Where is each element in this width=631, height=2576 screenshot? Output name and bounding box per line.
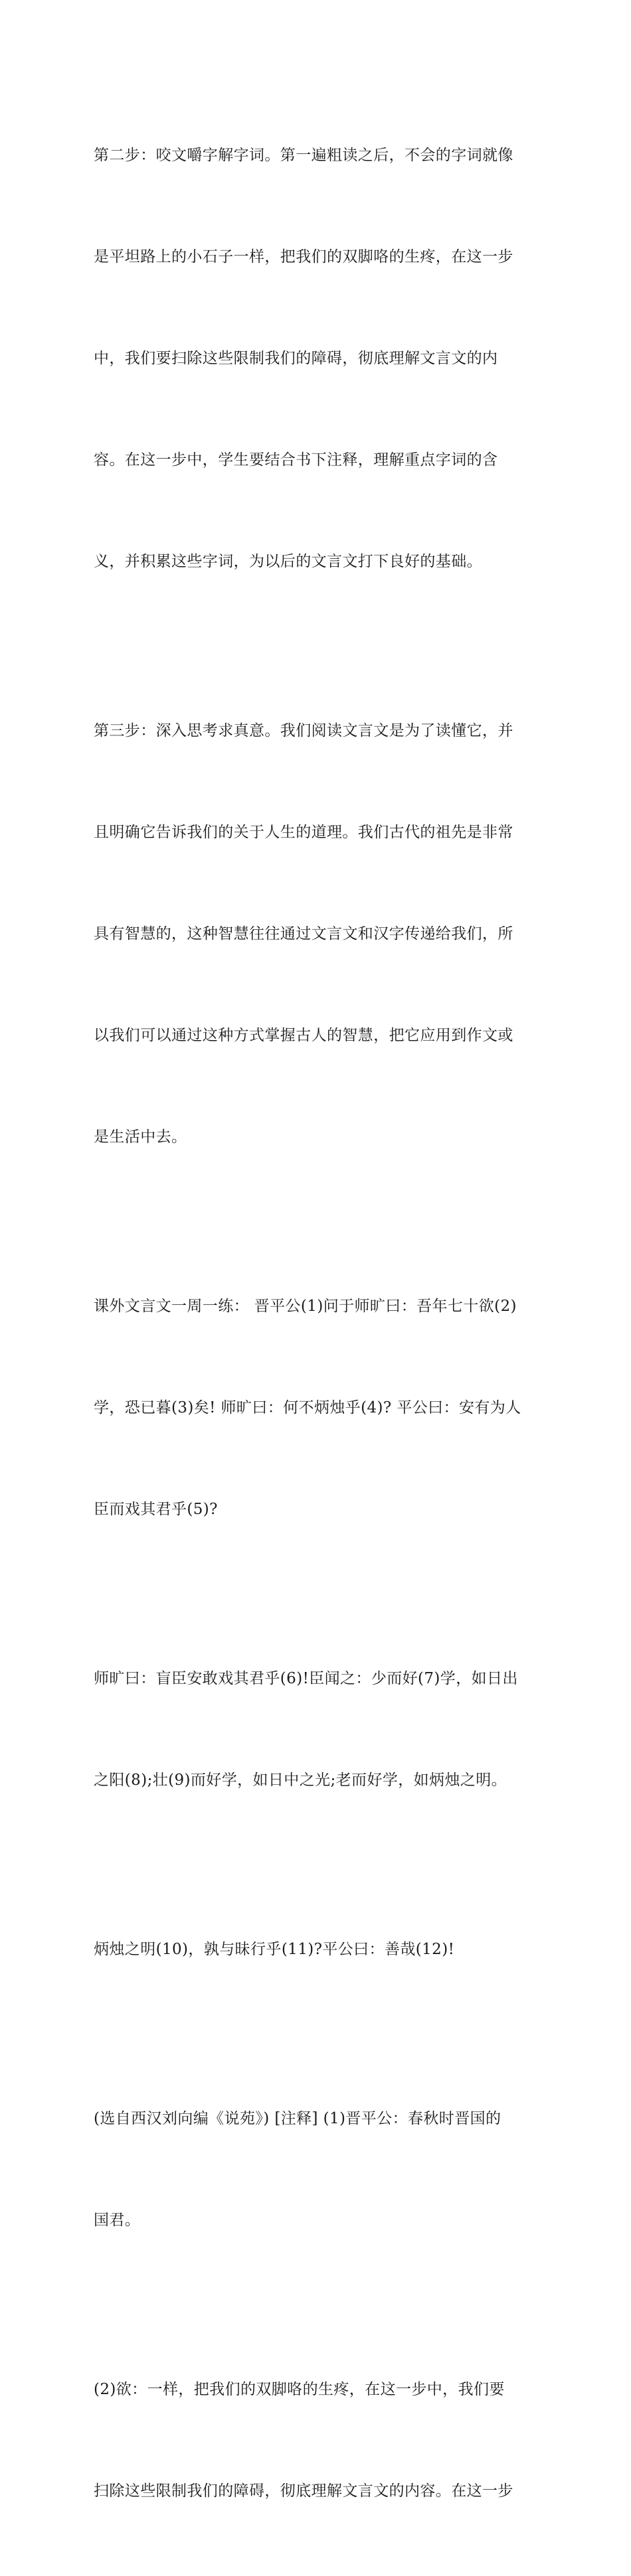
text-line: 以我们可以通过这种方式掌握古人的智慧，把它应用到作文或 xyxy=(94,1027,513,1044)
text-line: 课外文言文一周一练： 晋平公(1)问于师旷曰：吾年七十欲(2) xyxy=(94,1298,517,1315)
text-line: 臣而戏其君乎(5)? xyxy=(94,1501,218,1518)
text-line: 具有智慧的，这种智慧往往通过文言文和汉字传递给我们，所 xyxy=(94,925,513,943)
text-line: 第三步：深入思考求真意。我们阅读文言文是为了读懂它，并 xyxy=(94,722,513,739)
text-line: 之阳(8);壮(9)而好学，如日中之光;老而好学，如炳烛之明。 xyxy=(94,1772,507,1789)
text-line: 学，恐已暮(3)矣! 师旷曰：何不炳烛乎(4)? 平公曰：安有为人 xyxy=(94,1399,521,1416)
document-body xyxy=(94,71,545,2576)
text-line: 第二步：咬文嚼字解字词。第一遍粗读之后，不会的字词就像 xyxy=(94,147,513,164)
text-line: (选自西汉刘向编《说苑》) [注释] (1)晋平公：春秋时晋国的 xyxy=(94,2110,501,2127)
text-line: 是平坦路上的小石子一样，把我们的双脚咯的生疼，在这一步 xyxy=(94,248,513,265)
paragraph-shikuang-reply xyxy=(94,1594,545,1865)
paragraph-step-two xyxy=(94,71,545,646)
text-line: 扫除这些限制我们的障碍，彻底理解文言文的内容。在这一步 xyxy=(94,2482,513,2500)
text-line: 炳烛之明(10)，孰与昧行乎(11)?平公曰：善哉(12)! xyxy=(94,1941,455,1958)
text-line: 是生活中去。 xyxy=(94,1128,187,1146)
paragraph-note-two xyxy=(94,2305,545,2576)
paragraph-source-notes xyxy=(94,2034,545,2305)
paragraph-weekly-practice xyxy=(94,1222,545,1594)
text-line: 且明确它告诉我们的关于人生的道理。我们古代的祖先是非常 xyxy=(94,824,513,841)
text-line: 国君。 xyxy=(94,2212,141,2229)
text-line: 中，我们要扫除这些限制我们的障碍，彻底理解文言文的内 xyxy=(94,350,498,367)
text-line: (2)欲：一样，把我们的双脚咯的生疼，在这一步中，我们要 xyxy=(94,2381,505,2398)
text-line: 容。在这一步中，学生要结合书下注释，理解重点字词的含 xyxy=(94,451,498,469)
paragraph-step-three xyxy=(94,646,545,1222)
text-line: 师旷曰：盲臣安敢戏其君乎(6)!臣闻之：少而好(7)学，如日出 xyxy=(94,1670,518,1687)
text-line: 义，并积累这些字词，为以后的文言文打下良好的基础。 xyxy=(94,553,482,570)
paragraph-candle-light xyxy=(94,1865,545,2034)
